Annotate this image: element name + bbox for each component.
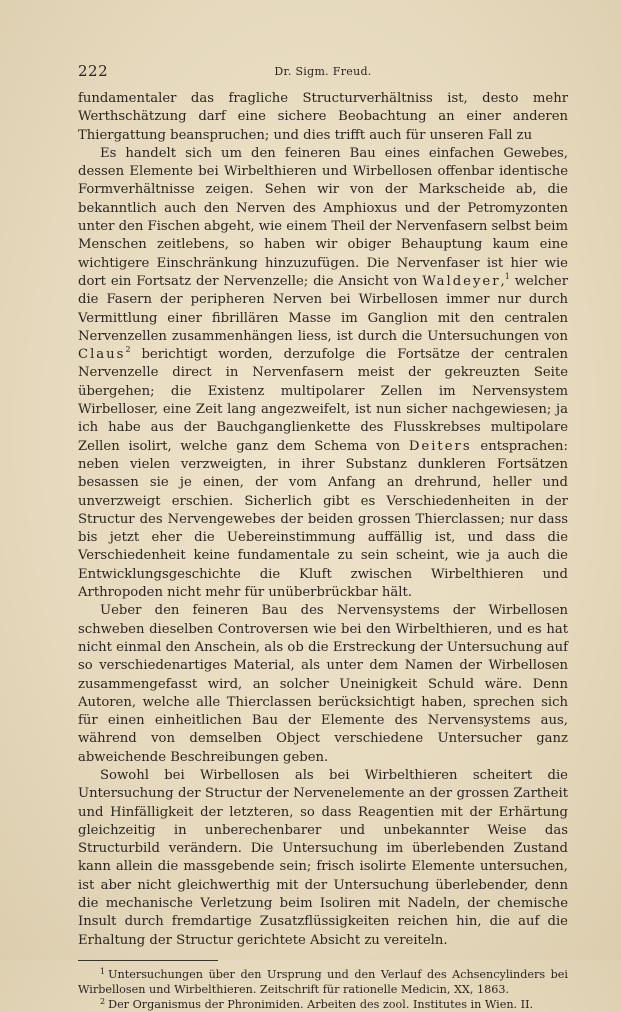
text-segment: welcher die Fasern der peripheren Nerven bei Wirbellosen immer nur durch Vermittlung einer fibrillären Masse im Ganglion mit den centralen Nervenzellen zusammenhängen liess, ist durch die Untersuchungen von [78, 273, 568, 344]
footnote-marker: 2 [100, 996, 106, 1006]
footnote [78, 967, 568, 997]
footnote-text: Untersuchungen über den Ursprung und den Verlauf des Achsencylinders bei Wirbellosen und Wirbelthieren. Zeitschrift für rationelle Medicin, XX, 1863. [78, 967, 568, 996]
text-segment: Es handelt sich um den feineren Bau eines einfachen Gewebes, dessen Elemente bei Wirbelthieren und Wirbellosen offenbar identische Formverhältnisse zeigen. Sehen wir von der Markscheide ab, die bekanntlich auch den Nerven des Amphioxus und der Petromyzonten unter den Fischen abgeht, wie einem Theil der Nervenfasern selbst beim Menschen zeitlebens, so haben wir obiger Behauptung kaum eine wichtigere Einschränkung hinzuzufügen. Die Nervenfaser ist hier wie dort ein Fortsatz der Nervenzelle; die Ansicht von [78, 145, 568, 289]
author-name: Waldeyer [422, 273, 501, 289]
text-segment: fundamentaler das fragliche Structurverhältniss ist, desto mehr Werthschätzung darf eine sichere Beobachtung an einer anderen Thiergattung beanspruchen; und dies trifft auch für unseren Fall zu [78, 91, 568, 143]
footnote [78, 997, 568, 1012]
body-text [78, 90, 568, 950]
footnote-reference[interactable]: 1 [504, 271, 510, 281]
footnote-rule [78, 960, 218, 961]
text-segment: berichtigt worden, derzufolge die Fortsätze der centralen Nervenzelle direct in Nervenfasern meist der gekreuzten Seite übergehen; die Existenz multipolarer Zellen im Nervensystem Wirbelloser, eine Zeit lang angezweifelt, ist nun sicher nachgewiesen; ja ich habe aus der Bauchganglienkette des Flusskrebses multipolare Zellen isolirt, welche ganz dem Schema von [78, 347, 568, 454]
running-head: Dr. Sigm. Freud. [274, 65, 372, 78]
footnote-reference[interactable]: 2 [125, 345, 131, 355]
author-name: Claus [78, 347, 126, 363]
text-segment: Ueber den feineren Bau des Nervensystems der Wirbellosen schweben dieselben Controversen wie bei den Wirbelthieren, und es hat nicht einmal den Anschein, als ob die Erstreckung der Untersuchung auf so verschiedenartiges Material, als unter dem Namen der Wirbellosen zusammengefasst wird, an solcher Uneinigkeit Schuld wäre. Denn Autoren, welche alle Thierclassen berücksichtigt haben, sprechen sich für einen einheitlichen Bau der Elemente des Nervensystems aus, während von demselben Object verschiedene Untersucher ganz abweichende Beschreibungen geben. [78, 603, 568, 765]
text-segment: entsprachen: neben vielen verzweigten, in ihrer Substanz dunkleren Fortsätzen besassen sie je einen, der vom Anfang an drehrund, heller und unverzweigt erschien. Sicherlich gibt es Verschiedenheiten in der Structur des Nervengewebes der beiden grossen Thierclassen; nur dass bis jetzt eher die Uebereinstimmung auffällig ist, und dass die Verschiedenheit keine fundamentale zu sein scheint, wie ja auch die Entwicklungsgeschichte die Kluft zwischen Wirbelthieren und Arthropoden nicht mehr für unüberbrückbar hält. [78, 438, 568, 601]
page-number: 222 [78, 62, 109, 80]
paragraph [78, 602, 568, 767]
page-header [78, 62, 568, 84]
author-name: Deiters [408, 438, 472, 454]
paragraph [78, 145, 568, 602]
book-page [78, 62, 568, 1012]
footnote-text: Der Organismus der Phronimiden. Arbeiten des zool. Institutes in Wien. II. [108, 997, 534, 1011]
paragraph [78, 90, 568, 145]
text-segment: Sowohl bei Wirbellosen als bei Wirbelthieren scheitert die Untersuchung der Structur der Nervenelemente an der grossen Zartheit und Hinfälligkeit der letzteren, so dass Reagentien mit der Erhärtung gleichzeitig in unberechenbarer und unbekannter Weise das Structurbild verändern. Die Untersuchung im überlebenden Zustand kann allein die massgebende sein; frisch isolirte Elemente untersuchen, ist aber nicht gleichwerthig mit der Untersuchung überlebender, denn die mechanische Verletzung beim Isoliren mit Nadeln, der chemische Insult durch fremdartige Zusatzflüssigkeiten reichen hin, die auf die Erhaltung der Structur gerichtete Absicht zu vereiteln. [78, 767, 568, 948]
paragraph [78, 767, 568, 950]
footnote-marker: 1 [100, 966, 106, 976]
text-segment: , [500, 273, 505, 289]
footnotes [78, 967, 568, 1012]
